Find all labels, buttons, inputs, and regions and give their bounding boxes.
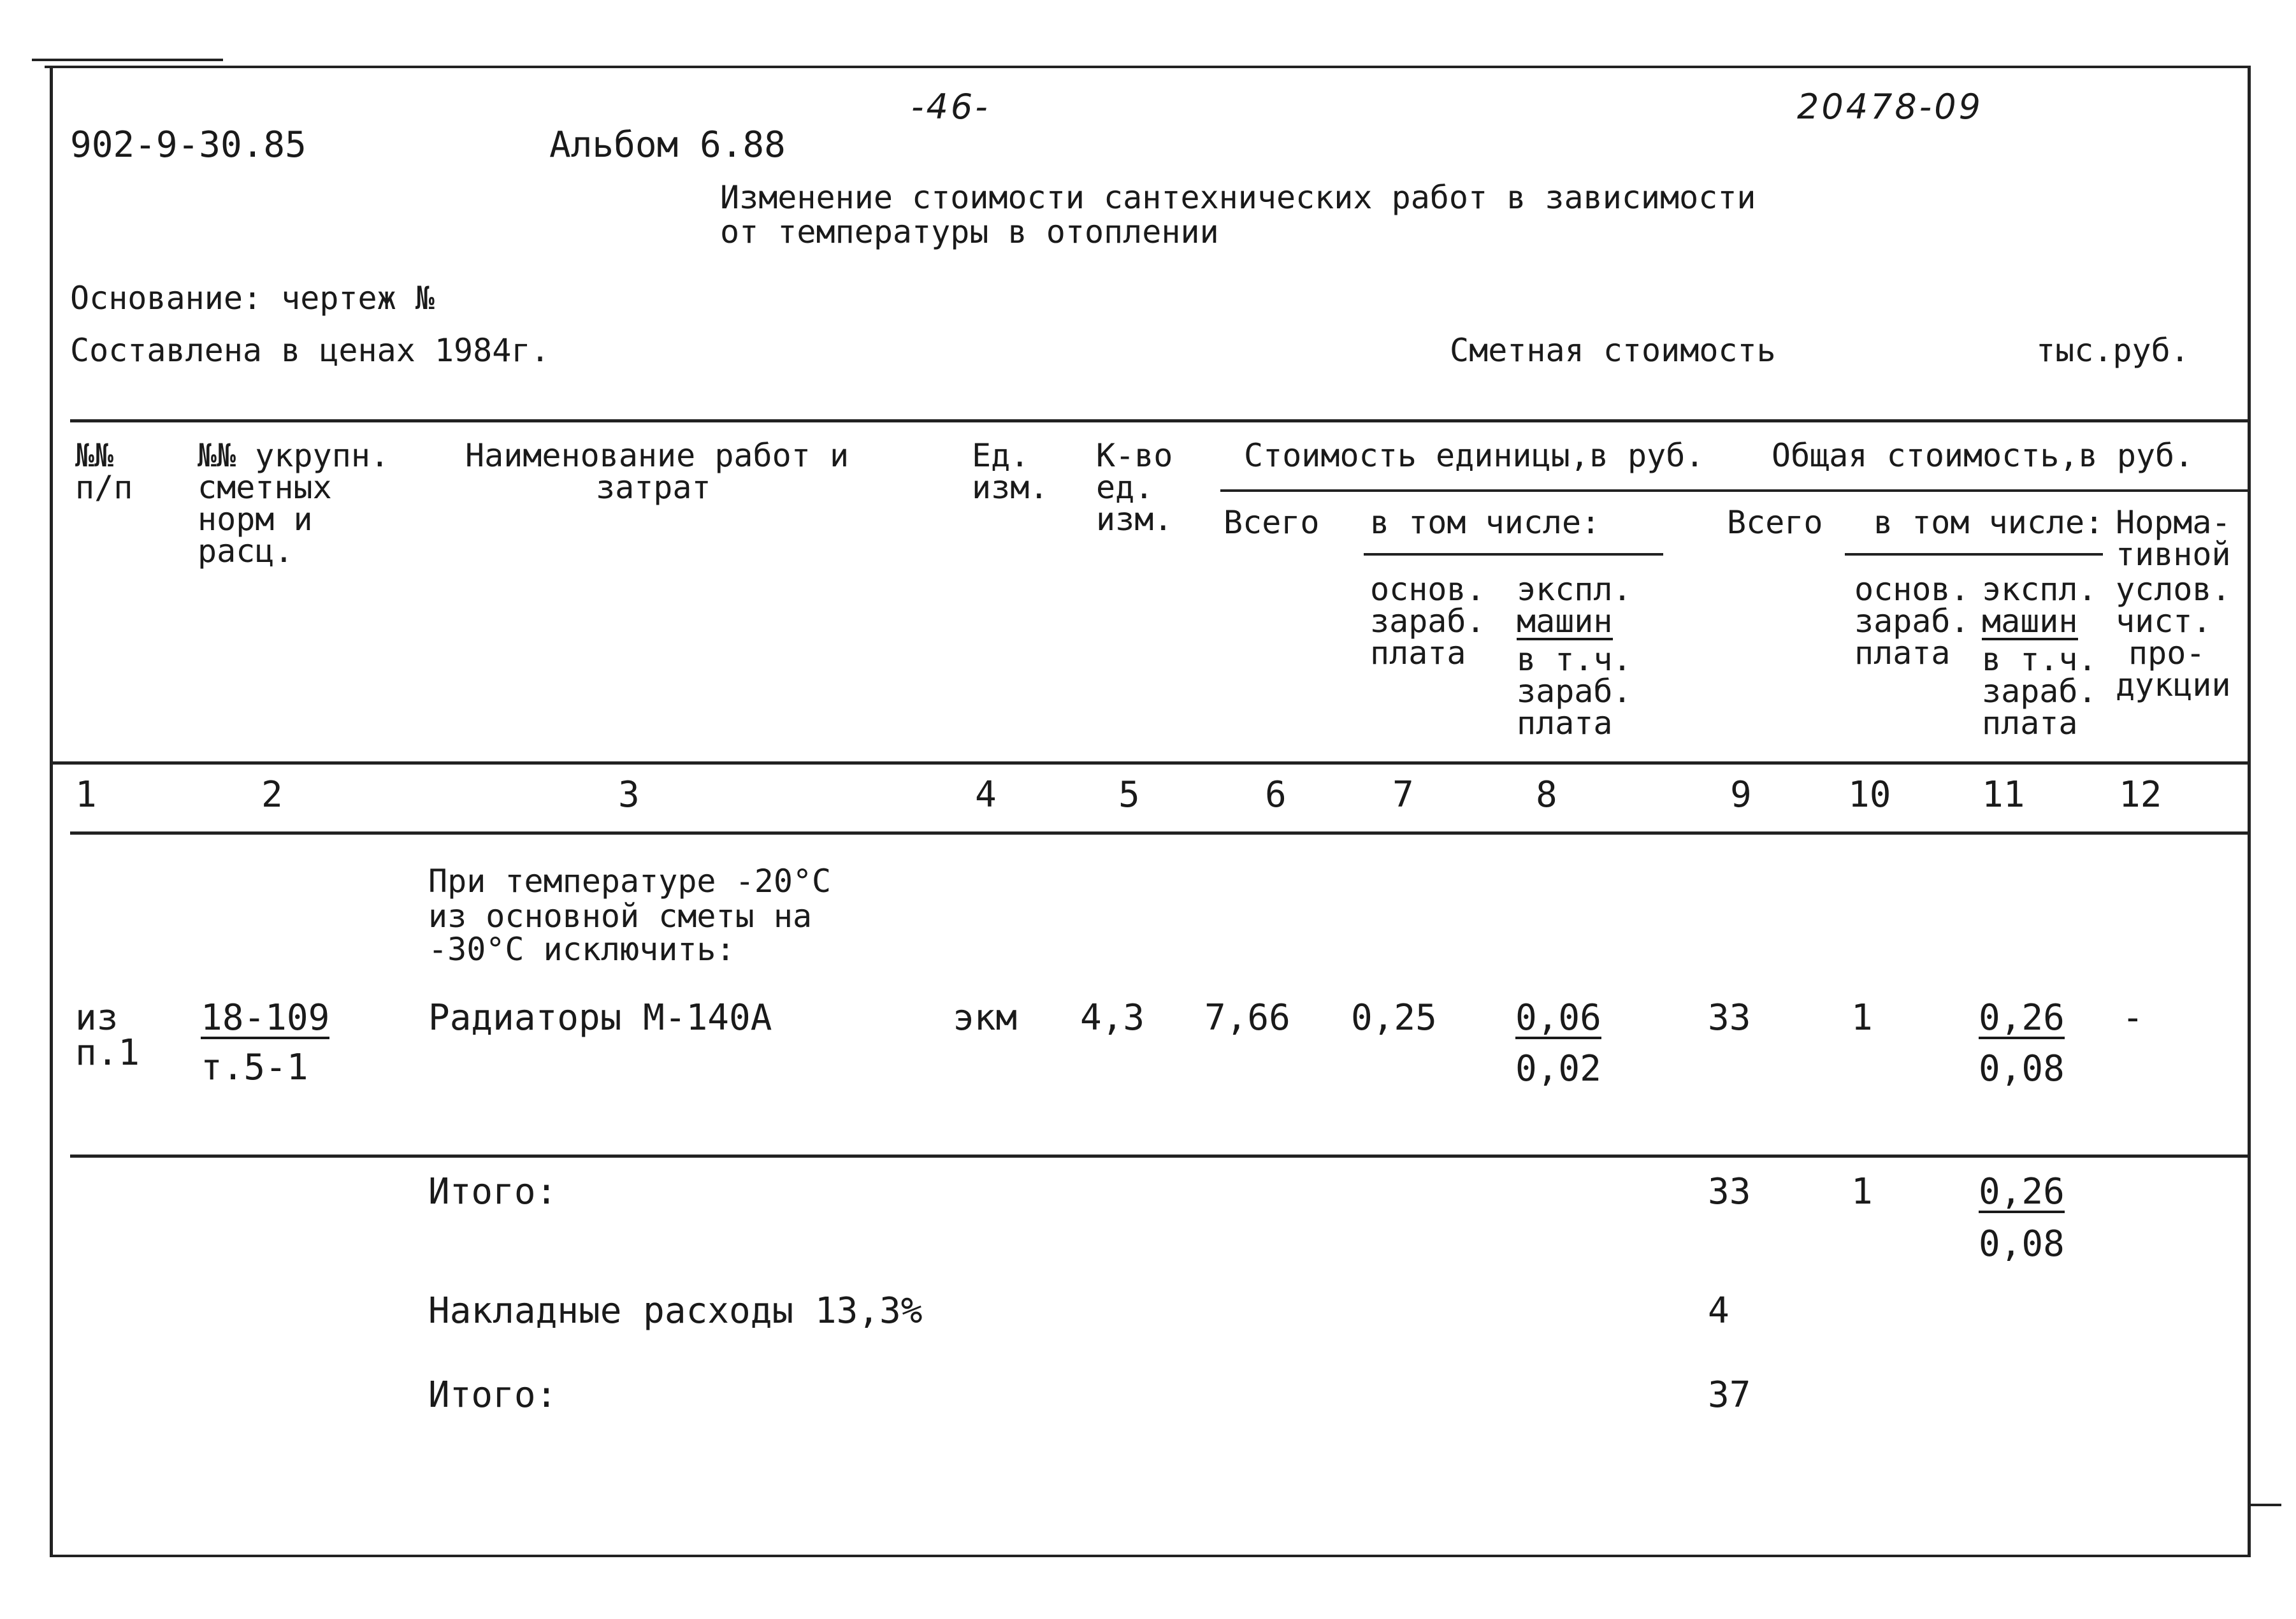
row-ref-a: из — [75, 997, 119, 1039]
col9-header: Всего — [1727, 504, 1823, 541]
col-number-4: 4 — [975, 774, 997, 816]
table-top-rule — [70, 419, 2249, 422]
col1-line1: №№ — [75, 437, 114, 474]
col7-line3: плата — [1370, 635, 1466, 672]
frame-top-left-line — [32, 59, 223, 61]
subtotal-wages: 1 — [1851, 1171, 1873, 1212]
total-label: Итого: — [428, 1374, 558, 1416]
col11-line2: машин — [1982, 603, 2078, 640]
cost-group-rule — [1220, 489, 2249, 492]
col12-line6: дукции — [2116, 666, 2231, 703]
col3-line1: Наименование работ и — [465, 437, 849, 474]
col2-line4: расц. — [198, 533, 294, 570]
body-bottom-rule — [70, 1155, 2249, 1158]
prices-text: Составлена в ценах 1984г. — [70, 332, 550, 369]
total-value: 37 — [1708, 1374, 1751, 1416]
col-number-1: 1 — [75, 774, 97, 816]
total-cost-header: Общая стоимость,в руб. — [1772, 437, 2194, 474]
frame-top-line — [45, 66, 2249, 68]
col8-line2: машин — [1517, 603, 1613, 640]
incl2-header: в том числе: — [1874, 504, 2104, 541]
col12-line5: про- — [2128, 635, 2206, 672]
col1-line2: п/п — [75, 469, 133, 506]
col-number-2: 2 — [261, 774, 283, 816]
numbers-bottom-rule — [70, 831, 2249, 835]
col-number-8: 8 — [1536, 774, 1557, 816]
col3-line2: затрат — [596, 469, 711, 506]
col8-line4: зараб. — [1517, 673, 1632, 710]
row-ref-b: п.1 — [75, 1032, 140, 1074]
col5-line3: изм. — [1096, 501, 1173, 538]
col6-header: Всего — [1224, 504, 1320, 541]
subtotal-label: Итого: — [428, 1171, 558, 1212]
col10-line1: основ. — [1854, 571, 1970, 608]
col-number-7: 7 — [1392, 774, 1414, 816]
col5-line1: К-во — [1096, 437, 1173, 474]
col2-line3: норм и — [198, 501, 313, 538]
frame-left-line — [50, 66, 53, 1557]
col11-line3: в т.ч. — [1982, 641, 2097, 678]
subtotal-machines: 0,26 — [1979, 1171, 2065, 1212]
row-unit-machines: 0,06 — [1515, 997, 1601, 1039]
col7-line2: зараб. — [1370, 603, 1485, 640]
frame-bottom-line — [50, 1555, 2251, 1557]
doc-number: 20478-09 — [1797, 87, 1983, 127]
row-normative: - — [2122, 997, 2144, 1039]
col12-line3: услов. — [2116, 571, 2231, 608]
row-qty: 4,3 — [1080, 997, 1145, 1039]
col10-line2: зараб. — [1854, 603, 1970, 640]
overhead-value: 4 — [1708, 1290, 1729, 1332]
row-unit-total: 7,66 — [1204, 997, 1290, 1039]
title-line-2: от температуры в отоплении — [720, 213, 1219, 250]
col7-line1: основ. — [1370, 571, 1485, 608]
col10-line3: плата — [1854, 635, 1951, 672]
row-total: 33 — [1708, 997, 1751, 1039]
row-total-wages: 1 — [1851, 997, 1873, 1039]
row-name: Радиаторы М-140А — [428, 997, 772, 1039]
incl1-header: в том числе: — [1370, 504, 1601, 541]
row-norm: 18-109 — [201, 997, 330, 1039]
row-norm-table: т.5-1 — [201, 1047, 308, 1088]
subtotal-value: 33 — [1708, 1171, 1751, 1212]
section-note-line3: -30°C исключить: — [428, 931, 735, 968]
col-number-9: 9 — [1730, 774, 1752, 816]
col2-line2: сметных — [198, 469, 332, 506]
unit-cost-header: Стоимость единицы,в руб. — [1244, 437, 1705, 474]
currency-label: тыс.руб. — [2036, 332, 2190, 369]
row-total-machines: 0,26 — [1979, 997, 2065, 1039]
incl1-rule — [1364, 553, 1663, 556]
subtotal-machines-wages: 0,08 — [1979, 1223, 2065, 1265]
col8-line3: в т.ч. — [1517, 641, 1632, 678]
col12-line1: Норма- — [2116, 504, 2231, 541]
row-unit: экм — [953, 997, 1018, 1039]
row-total-machines-wages: 0,08 — [1979, 1048, 2065, 1090]
col2-line1: №№ укрупн. — [198, 437, 390, 474]
col12-line2: тивной — [2116, 536, 2231, 573]
col11-line5: плата — [1982, 705, 2078, 742]
page-number: -46- — [911, 87, 990, 127]
col11-line4: зараб. — [1982, 673, 2097, 710]
col12-line4: чист. — [2116, 603, 2212, 640]
col-number-6: 6 — [1265, 774, 1287, 816]
col8-line5: плата — [1517, 705, 1613, 742]
col4-line2: изм. — [972, 469, 1049, 506]
incl2-rule — [1845, 553, 2103, 556]
col-number-10: 10 — [1848, 774, 1891, 816]
doc-code: 902-9-30.85 — [70, 124, 307, 166]
frame-right-tick — [2249, 1504, 2281, 1506]
album-label: Альбом 6.88 — [549, 124, 786, 166]
col-number-12: 12 — [2119, 774, 2162, 816]
overhead-label: Накладные расходы 13,3% — [428, 1290, 923, 1332]
col5-line2: ед. — [1096, 469, 1154, 506]
col-number-5: 5 — [1118, 774, 1140, 816]
col8-line1: экспл. — [1517, 571, 1632, 608]
col-number-3: 3 — [618, 774, 640, 816]
estimate-label: Сметная стоимость — [1450, 332, 1776, 369]
header-bottom-rule — [50, 761, 2249, 765]
col11-line1: экспл. — [1982, 571, 2097, 608]
row-unit-wages: 0,25 — [1351, 997, 1437, 1039]
col4-line1: Ед. — [972, 437, 1030, 474]
row-unit-machines-wages: 0,02 — [1515, 1048, 1601, 1090]
section-note-line1: При температуре -20°C — [428, 863, 832, 900]
col-number-11: 11 — [1982, 774, 2025, 816]
basis-text: Основание: чертеж № — [70, 280, 435, 317]
section-note-line2: из основной сметы на — [428, 898, 812, 935]
title-line-1: Изменение стоимости сантехнических работ в зависимости — [720, 179, 1756, 216]
frame-right-line — [2248, 66, 2251, 1557]
